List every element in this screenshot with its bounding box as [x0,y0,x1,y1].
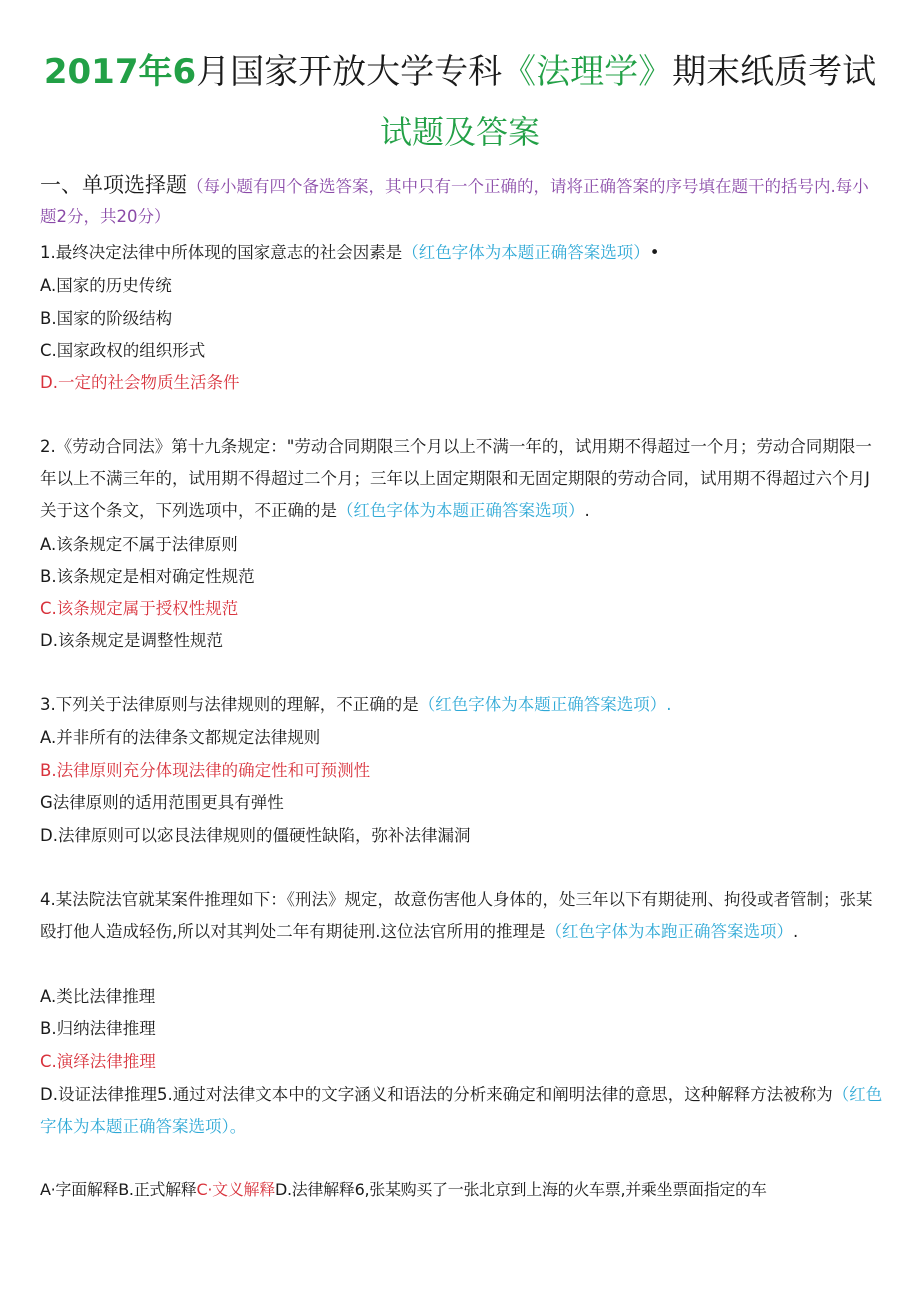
title-year: 2017年6 [43,52,197,92]
q3-option-c: G法律原则的适用范围更具有弹性 [40,793,284,812]
q3-option-d: D.法律原则可以宓艮法律规则的僵硬性缺陷，弥补法律漏洞 [40,826,471,845]
q4-hint: （红色字体为本跑正确答案选项） [545,922,793,941]
q1-hint: （红色字体为本题正确答案选项） [402,243,650,262]
q2-option-b: B.该条规定是相对确定性规范 [40,567,255,586]
q4-option-b: B.归纳法律推理 [40,1019,156,1038]
document-subtitle: 试题及答案 [379,113,540,151]
q4-answer: C.演绎法律推理 [40,1052,156,1071]
title-middle: 月国家开放大学专科 [196,52,503,92]
q5-option-d-and-q6: D.法律解释6,张某购买了一张北京到上海的火车票,并乘坐票面指定的车 [274,1180,767,1199]
q5-options-ab: A·字面解释B.正式解释 [40,1180,197,1199]
q2-tail: . [584,501,590,520]
q4-option-d-and-q5 [40,1079,885,1143]
title-course: 《法理学》 [502,52,673,92]
q4-tail: . [793,922,799,941]
section-header [40,170,885,232]
q1-stem-text: 1.最终决定法律中所体现的国家意志的社会因素是 [40,243,403,262]
q1-option-b: B.国家的阶级结构 [40,309,173,328]
section-heading: 一、单项选择题 [40,173,187,197]
q4-stem-text: 4.某法院法官就某案件推理如下：《刑法》规定，故意伤害他人身体的，处三年以下有期徒刑、拘役或者管制；张某殴打他人造成轻伤,所以对其判处二年有期徒刑.这位法官所用的推理是 [40,890,873,941]
q3-stem-text: 3.下列关于法律原则与法律规则的理解，不正确的是 [40,695,419,714]
q5-stem-text: D.设证法律推理5.通过对法律文本中的文字涵义和语法的分析来确定和阐明法律的意思，这种解释方法被称为 [40,1085,833,1104]
q2-stem-text: 2.《劳动合同法》第十九条规定："劳动合同期限三个月以上不满一年的，试用期不得超过一个月；劳动合同期限一年以上不满三年的，试用期不得超过二个月；三年以上固定期限和无固定期限的劳动合同，试用期不得超过六个月J关于这个条文，下列选项中，不正确的是 [40,437,872,520]
question-1-stem [40,238,885,268]
q1-option-c: C.国家政权的组织形式 [40,341,206,360]
q2-hint: （红色字体为本题正确答案选项） [337,501,585,520]
q3-answer: B.法律原则充分体现法律的确定性和可预测性 [40,761,371,780]
q5-hint: （红色字体为本题正确答案选项）。 [40,1085,883,1136]
question-4-stem [40,884,885,948]
q4-option-a: A.类比法律推理 [40,987,156,1006]
q2-option-a: A.该条规定不属于法律原则 [40,535,238,554]
q1-option-a: A.国家的历史传统 [40,276,172,295]
q2-option-d: D.该条规定是调整性规范 [40,631,223,650]
q1-tail: • [649,243,660,262]
title-exam: 期末纸质考试 [672,52,877,92]
question-3-stem [40,690,885,720]
q1-answer: D.一定的社会物质生活条件 [40,373,240,392]
q3-option-a: A.并非所有的法律条文都规定法律规则 [40,728,321,747]
q3-hint: （红色字体为本题正确答案选项）. [418,695,672,714]
q2-answer: C.该条规定属于授权性规范 [40,599,239,618]
document-title [0,50,920,94]
question-2-stem [40,431,885,527]
q5-options-line [40,1175,885,1205]
section-instructions: （每小题有四个备选答案，其中只有一个正确的，请将正确答案的序号填在题干的括号内.每小题2分，共20分） [40,177,869,226]
q5-answer: C·文义解释 [196,1180,275,1199]
